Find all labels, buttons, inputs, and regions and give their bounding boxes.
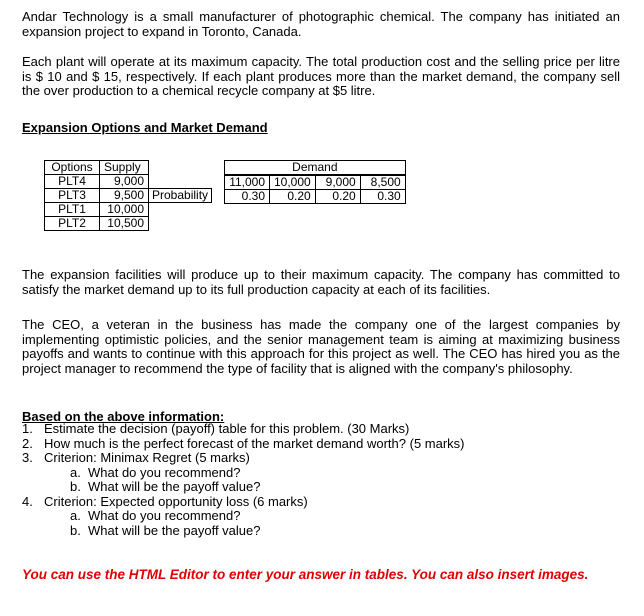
demand-level: 8,500 [360, 175, 405, 190]
supply-header: Supply [100, 161, 149, 175]
option-name: PLT1 [45, 203, 100, 217]
question-text: Estimate the decision (payoff) table for this problem. (30 Marks) [44, 421, 410, 436]
sub-question-item [22, 509, 622, 524]
option-supply: 10,500 [100, 217, 149, 231]
question-item [22, 451, 622, 466]
questions-heading: Based on the above information: [22, 409, 225, 424]
sub-question-item [22, 480, 622, 495]
question-number: 4. [22, 493, 33, 509]
section-heading: Expansion Options and Market Demand [22, 120, 268, 135]
editor-note: You can use the HTML Editor to enter your answer in tables. You can also insert images. [22, 567, 589, 582]
question-number: 2. [22, 435, 33, 451]
sub-question-text: What do you recommend? [88, 464, 241, 480]
demand-probability: 0.20 [315, 190, 360, 204]
question-text: Criterion: Minimax Regret (5 marks) [44, 450, 250, 465]
probability-label: Probability [149, 189, 212, 203]
option-supply: 9,000 [100, 175, 149, 189]
demand-probability: 0.20 [270, 190, 316, 204]
sub-question-letter: a. [70, 464, 81, 480]
demand-level: 11,000 [225, 175, 270, 190]
option-name: PLT4 [45, 175, 100, 189]
sub-question-text: What do you recommend? [88, 508, 241, 523]
ceo-paragraph: The CEO, a veteran in the business has made the company one of the largest companies by implementing optimistic policies, and the senior management team is aiming at maximizing business payoffs and wants to continue with this approach for this project as well. The CEO has hired you as the project manager to recommend the type of facility that is aligned with the company's philosophy. [22, 317, 620, 376]
question-text: How much is the perfect forecast of the market demand worth? (5 marks) [44, 435, 465, 451]
intro-paragraph: Andar Technology is a small manufacturer of photographic chemical. The company has initiated an expansion project to expand in Toronto, Canada. [22, 9, 620, 39]
questions-list [22, 422, 622, 538]
sub-question-letter: b. [70, 522, 81, 538]
capacity-paragraph: The expansion facilities will produce up to their maximum capacity. The company has committed to satisfy the market demand up to its full production capacity at each of its facilities. [22, 267, 620, 297]
sub-question-letter: b. [70, 479, 81, 494]
sub-question-letter: a. [70, 508, 81, 523]
question-number: 1. [22, 421, 33, 436]
option-name: PLT2 [45, 217, 100, 231]
demand-probability: 0.30 [225, 190, 270, 204]
sub-question-text: What will be the payoff value? [88, 479, 261, 494]
question-text: Criterion: Expected opportunity loss (6 marks) [44, 493, 308, 509]
demand-probability: 0.30 [360, 190, 405, 204]
sub-question-text: What will be the payoff value? [88, 522, 261, 538]
demand-level: 9,000 [315, 175, 360, 190]
options-table [44, 160, 212, 231]
option-name: PLT3 [45, 189, 100, 203]
options-header: Options [45, 161, 100, 175]
sub-question-item [22, 466, 622, 481]
question-item [22, 495, 622, 510]
sub-question-item [22, 524, 622, 539]
plants-paragraph: Each plant will operate at its maximum capacity. The total production cost and the selling price per litre is $ 10 and $ 15, respectively. If each plant produces more than the market demand, the company sell the over production to a chemical recycle company at $5 litre. [22, 54, 620, 98]
option-supply: 10,000 [100, 203, 149, 217]
question-number: 3. [22, 450, 33, 465]
demand-header: Demand [225, 161, 406, 176]
demand-level: 10,000 [270, 175, 316, 190]
question-item [22, 437, 622, 452]
demand-table [224, 160, 406, 204]
option-supply: 9,500 [100, 189, 149, 203]
question-item [22, 422, 622, 437]
